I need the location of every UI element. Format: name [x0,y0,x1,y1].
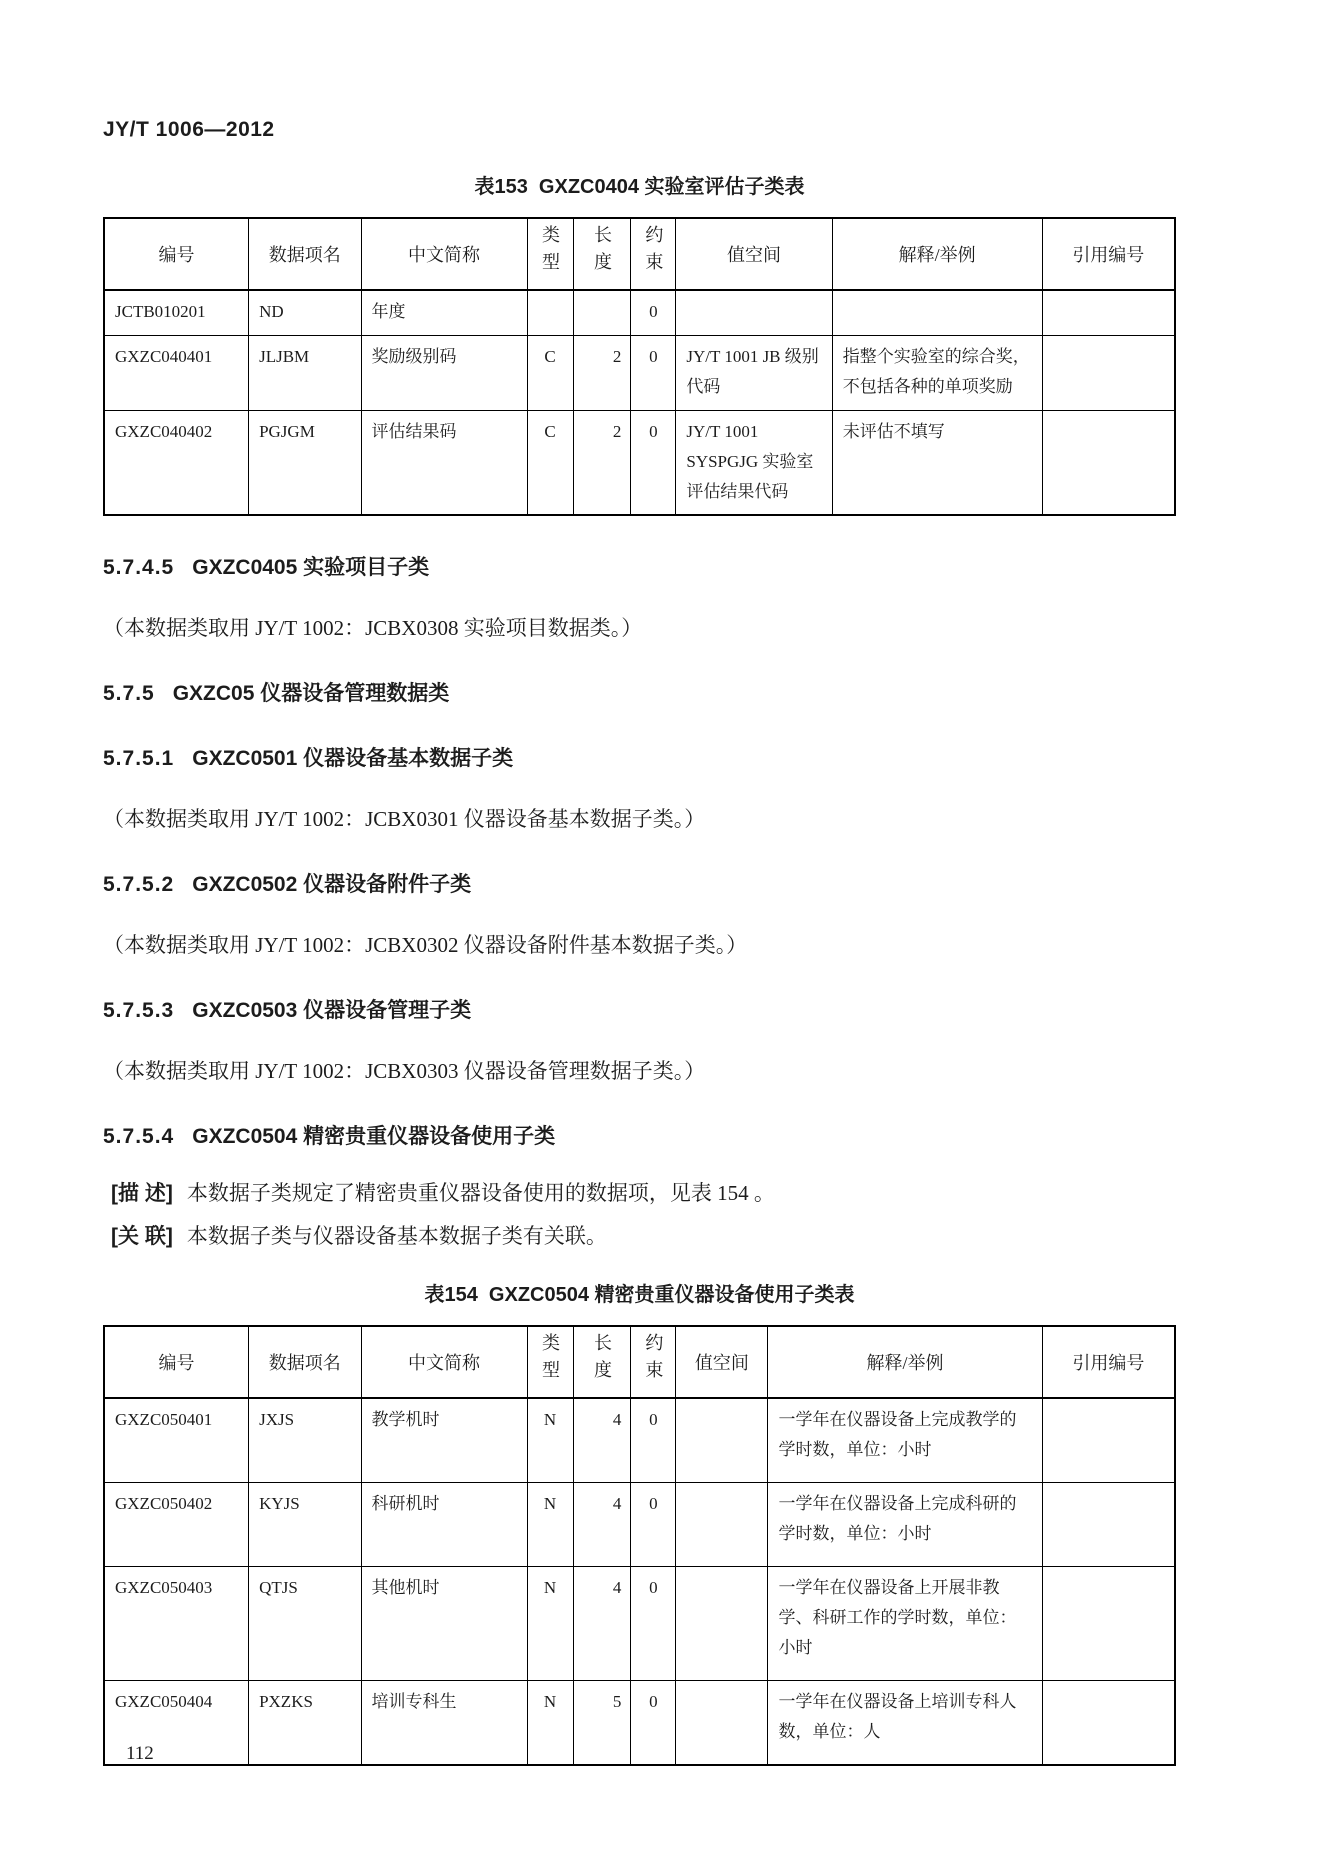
header-row [104,1326,1175,1398]
header-row [104,218,1175,290]
cell-len: 2 [573,410,631,515]
column-header [249,218,361,290]
column-header [104,1326,249,1398]
column-header [832,218,1042,290]
cell-len: 4 [573,1398,631,1482]
cell-id: GXZC040401 [104,335,249,410]
cell-ref [1042,1680,1175,1764]
cell-id: GXZC050401 [104,1398,249,1482]
section-heading [103,551,1176,581]
cell-name: QTJS [249,1567,361,1681]
cell-ref [1042,290,1175,335]
cell-explain [832,290,1042,335]
cell-type: N [527,1398,573,1482]
cell-type [527,290,573,335]
table-row [104,1567,1175,1681]
cell-ref [1042,410,1175,515]
cell-ref [1042,1398,1175,1482]
cell-explain: 一学年在仪器设备上完成科研的学时数，单位：小时 [768,1483,1042,1567]
cell-explain: 未评估不填写 [832,410,1042,515]
cell-explain: 一学年在仪器设备上完成教学的学时数，单位：小时 [768,1398,1042,1482]
cell-name: JLJBM [249,335,361,410]
column-header-label: 长度 [591,224,612,279]
relation-text: 本数据子类与仪器设备基本数据子类有关联。 [186,1224,607,1249]
cell-name: KYJS [249,1483,361,1567]
column-header-label: 中文简称 [408,245,481,265]
cell-ref [1042,335,1175,410]
cell-value_space [676,1567,768,1681]
page-number: 112 [126,1743,154,1764]
cell-value_space [676,1680,768,1764]
section-number: 5.7.5.1 [103,747,175,771]
section-number: 5.7.5.3 [103,999,175,1023]
column-header [573,218,631,290]
cell-type: N [527,1567,573,1681]
column-header-label: 长度 [591,1332,612,1387]
column-header-label: 引用编号 [1072,1353,1145,1374]
section-number: 5.7.5.4 [103,1125,175,1149]
column-header [631,218,676,290]
cell-len: 5 [573,1680,631,1764]
table-row [104,335,1175,410]
cell-constraint: 0 [631,410,676,515]
cell-id: GXZC050404 [104,1680,249,1764]
section-number: 5.7.5.2 [103,873,175,897]
table-row [104,290,1175,335]
cell-cn: 科研机时 [361,1483,527,1567]
section-heading [103,994,1176,1024]
section-note: （本数据类取用 JY/T 1002：JCBX0303 仪器设备管理数据子类。） [103,1059,706,1084]
cell-cn: 培训专科生 [361,1680,527,1764]
cell-type: N [527,1483,573,1567]
cell-len [573,290,631,335]
table-153 [103,217,1176,516]
cell-name: ND [249,290,361,335]
standard-code: JY/T 1006—2012 [103,118,275,141]
column-header [676,1326,768,1398]
cell-value_space: JY/T 1001 JB 级别代码 [676,335,832,410]
column-header [104,218,249,290]
column-header-label: 编号 [158,1353,195,1374]
column-header-label: 引用编号 [1072,245,1145,265]
column-header-label: 数据项名 [268,1353,341,1374]
cell-type: C [527,410,573,515]
section-heading [103,1120,1176,1150]
cell-constraint: 0 [631,1680,676,1764]
section-title: GXZC0503 仪器设备管理子类 [192,999,472,1023]
column-header-label: 值空间 [727,245,782,265]
column-header [1042,218,1175,290]
column-header [361,218,527,290]
column-header [768,1326,1042,1398]
description-label: [描 述] [111,1182,173,1206]
cell-constraint: 0 [631,1567,676,1681]
cell-len: 4 [573,1483,631,1567]
column-header-label: 中文简称 [408,1353,481,1374]
column-header-label: 解释/举例 [898,245,976,265]
table-row [104,1483,1175,1567]
section-title: GXZC0405 实验项目子类 [192,556,430,580]
section-number: 5.7.5 [103,682,155,706]
cell-cn: 评估结果码 [361,410,527,515]
column-header-label: 解释/举例 [866,1353,944,1374]
cell-constraint: 0 [631,1398,676,1482]
cell-id: GXZC040402 [104,410,249,515]
section-title: GXZC0501 仪器设备基本数据子类 [192,747,514,771]
cell-id: GXZC050403 [104,1567,249,1681]
section-heading [103,677,1176,707]
section-note: （本数据类取用 JY/T 1002：JCBX0308 实验项目数据类。） [103,616,643,641]
section-heading [103,742,1176,772]
cell-type: N [527,1680,573,1764]
section-title: GXZC05 仪器设备管理数据类 [172,682,450,706]
cell-ref [1042,1483,1175,1567]
column-header-label: 数据项名 [268,245,341,265]
description-text: 本数据子类规定了精密贵重仪器设备使用的数据项，见表 154 。 [186,1181,775,1206]
cell-ref [1042,1567,1175,1681]
section-title: GXZC0502 仪器设备附件子类 [192,873,472,897]
column-header [631,1326,676,1398]
cell-explain: 一学年在仪器设备上开展非教学、科研工作的学时数，单位：小时 [768,1567,1042,1681]
section-note: （本数据类取用 JY/T 1002：JCBX0302 仪器设备附件基本数据子类。） [103,933,748,958]
column-header [573,1326,631,1398]
cell-name: JXJS [249,1398,361,1482]
column-header-label: 编号 [158,245,195,265]
table-row [104,1398,1175,1482]
cell-value_space [676,290,832,335]
section-note: （本数据类取用 JY/T 1002：JCBX0301 仪器设备基本数据子类。） [103,807,706,832]
table-154-title: 表154 GXZC0504 精密贵重仪器设备使用子类表 [424,1284,855,1307]
table-154 [103,1325,1176,1765]
table-153-title: 表153 GXZC0404 实验室评估子类表 [474,176,805,198]
cell-type: C [527,335,573,410]
cell-constraint: 0 [631,290,676,335]
cell-name: PGJGM [249,410,361,515]
table-row [104,410,1175,515]
section-title: GXZC0504 精密贵重仪器设备使用子类 [192,1125,556,1149]
column-header [249,1326,361,1398]
cell-cn: 奖励级别码 [361,335,527,410]
section-number: 5.7.4.5 [103,556,175,580]
cell-explain: 指整个实验室的综合奖，不包括各种的单项奖励 [832,335,1042,410]
cell-explain: 一学年在仪器设备上培训专科人数，单位：人 [768,1680,1042,1764]
column-header-label: 类型 [540,224,561,279]
relation-label: [关 联] [111,1225,173,1249]
cell-id: JCTB010201 [104,290,249,335]
column-header [527,1326,573,1398]
column-header [527,218,573,290]
cell-cn: 年度 [361,290,527,335]
column-header-label: 约束 [643,1332,664,1387]
column-header-label: 约束 [643,224,664,279]
description-line [103,1177,1176,1207]
column-header-label: 类型 [540,1332,561,1387]
cell-value_space: JY/T 1001 SYSPGJG 实验室评估结果代码 [676,410,832,515]
column-header-label: 值空间 [694,1353,749,1374]
cell-len: 2 [573,335,631,410]
cell-name: PXZKS [249,1680,361,1764]
section-heading [103,868,1176,898]
cell-value_space [676,1483,768,1567]
column-header [361,1326,527,1398]
relation-line [103,1220,1176,1250]
table-row [104,1680,1175,1764]
cell-cn: 教学机时 [361,1398,527,1482]
cell-len: 4 [573,1567,631,1681]
column-header [1042,1326,1175,1398]
cell-constraint: 0 [631,1483,676,1567]
column-header [676,218,832,290]
cell-value_space [676,1398,768,1482]
cell-constraint: 0 [631,335,676,410]
cell-id: GXZC050402 [104,1483,249,1567]
cell-cn: 其他机时 [361,1567,527,1681]
